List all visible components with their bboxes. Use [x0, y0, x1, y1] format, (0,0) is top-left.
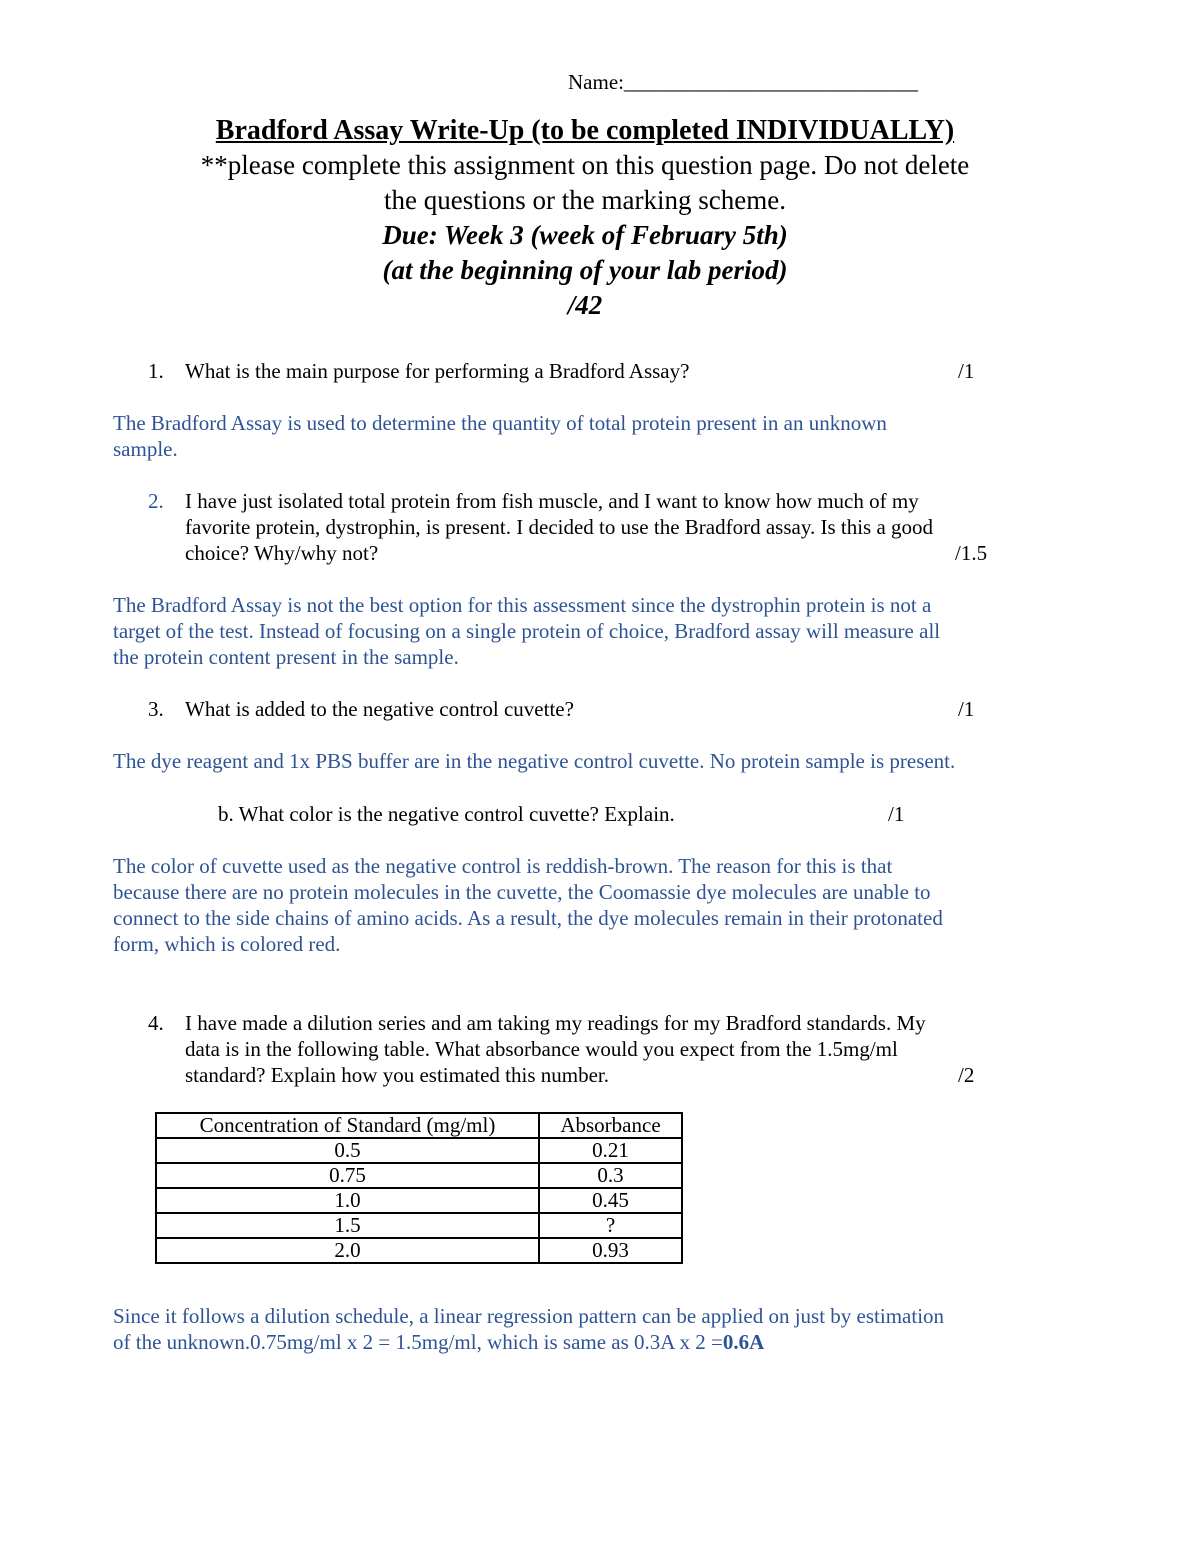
table-cell-absorbance: 0.93: [539, 1238, 682, 1263]
table-cell-concentration: 0.5: [156, 1138, 539, 1163]
q4-answer-line-2: [113, 1330, 764, 1355]
table-cell-absorbance: 0.21: [539, 1138, 682, 1163]
q4-number: 4.: [148, 1011, 164, 1035]
table-cell-absorbance: ?: [539, 1213, 682, 1238]
due-note: (at the beginning of your lab period): [382, 255, 788, 285]
total-marks: /42: [567, 290, 603, 320]
table-header-row: [156, 1113, 682, 1138]
q2-text-line-2: favorite protein, dystrophin, is present. I decided to use the Bradford assay. Is this a good: [185, 515, 934, 539]
q3b-answer-line-3: connect to the side chains of amino acids. As a result, the dye molecules remain in their protonated: [113, 906, 943, 930]
q3b-marks: /1: [888, 802, 905, 826]
q4-text-line-2: data is in the following table. What absorbance would you expect from the 1.5mg/ml: [185, 1037, 898, 1061]
q4-text-line-3: standard? Explain how you estimated this number.: [185, 1063, 609, 1087]
table-cell-absorbance: 0.3: [539, 1163, 682, 1188]
table-cell-concentration: 1.0: [156, 1188, 539, 1213]
q4-answer-line-1: Since it follows a dilution schedule, a linear regression pattern can be applied on just by estimation: [113, 1304, 945, 1328]
table-row: [156, 1163, 682, 1188]
q4-answer-result: 0.6A: [722, 1330, 765, 1354]
table-row: [156, 1188, 682, 1213]
table-cell-concentration: 0.75: [156, 1163, 539, 1188]
q4-marks: /2: [958, 1063, 975, 1087]
due-date: Due: Week 3 (week of February 5th): [382, 220, 788, 250]
q1-number: 1.: [148, 359, 164, 383]
table-header-concentration: Concentration of Standard (mg/ml): [156, 1113, 539, 1138]
q2-text-line-3: choice? Why/why not?: [185, 541, 379, 565]
q3-marks: /1: [958, 697, 975, 721]
q1-answer-line-2: sample.: [113, 437, 178, 461]
q4-text-line-1: I have made a dilution series and am taking my readings for my Bradford standards. My: [185, 1011, 926, 1035]
q2-answer-line-3: the protein content present in the sample.: [113, 645, 459, 669]
table-cell-concentration: 1.5: [156, 1213, 539, 1238]
table-cell-concentration: 2.0: [156, 1238, 539, 1263]
table-cell-absorbance: 0.45: [539, 1188, 682, 1213]
table-row: [156, 1238, 682, 1263]
q3-text: What is added to the negative control cuvette?: [185, 697, 574, 721]
q1-marks: /1: [958, 359, 975, 383]
q3b-answer-line-1: The color of cuvette used as the negative control is reddish-brown. The reason for this is that: [113, 854, 893, 878]
instruction-line-1: **please complete this assignment on this question page. Do not delete: [200, 150, 970, 180]
table-header-absorbance: Absorbance: [539, 1113, 682, 1138]
instruction-line-2: the questions or the marking scheme.: [384, 185, 786, 215]
q3-answer: The dye reagent and 1x PBS buffer are in the negative control cuvette. No protein sample is present.: [113, 749, 956, 773]
q4-answer-line-2-text: of the unknown.0.75mg/ml x 2 = 1.5mg/ml, which is same as 0.3A x 2 =: [113, 1330, 723, 1354]
q2-marks: /1.5: [955, 541, 988, 565]
table-row: [156, 1138, 682, 1163]
q3-number: 3.: [148, 697, 164, 721]
name-field: Name:____________________________: [568, 70, 918, 94]
q3b-answer-line-4: form, which is colored red.: [113, 932, 341, 956]
q2-number: 2.: [148, 489, 164, 513]
table-row: [156, 1213, 682, 1238]
q2-text-line-1: I have just isolated total protein from fish muscle, and I want to know how much of my: [185, 489, 919, 513]
q3b-text: b. What color is the negative control cuvette? Explain.: [218, 802, 675, 826]
q2-answer-line-1: The Bradford Assay is not the best option for this assessment since the dystrophin protein is not a: [113, 593, 932, 617]
q2-answer-line-2: target of the test. Instead of focusing on a single protein of choice, Bradford assay will measure all: [113, 619, 941, 643]
standards-table: [155, 1112, 683, 1264]
q3b-answer-line-2: because there are no protein molecules in the cuvette, the Coomassie dye molecules are unable to: [113, 880, 931, 904]
q1-answer-line-1: The Bradford Assay is used to determine the quantity of total protein present in an unknown: [113, 411, 887, 435]
document-title: Bradford Assay Write-Up (to be completed INDIVIDUALLY): [215, 115, 955, 146]
q1-text: What is the main purpose for performing a Bradford Assay?: [185, 359, 690, 383]
